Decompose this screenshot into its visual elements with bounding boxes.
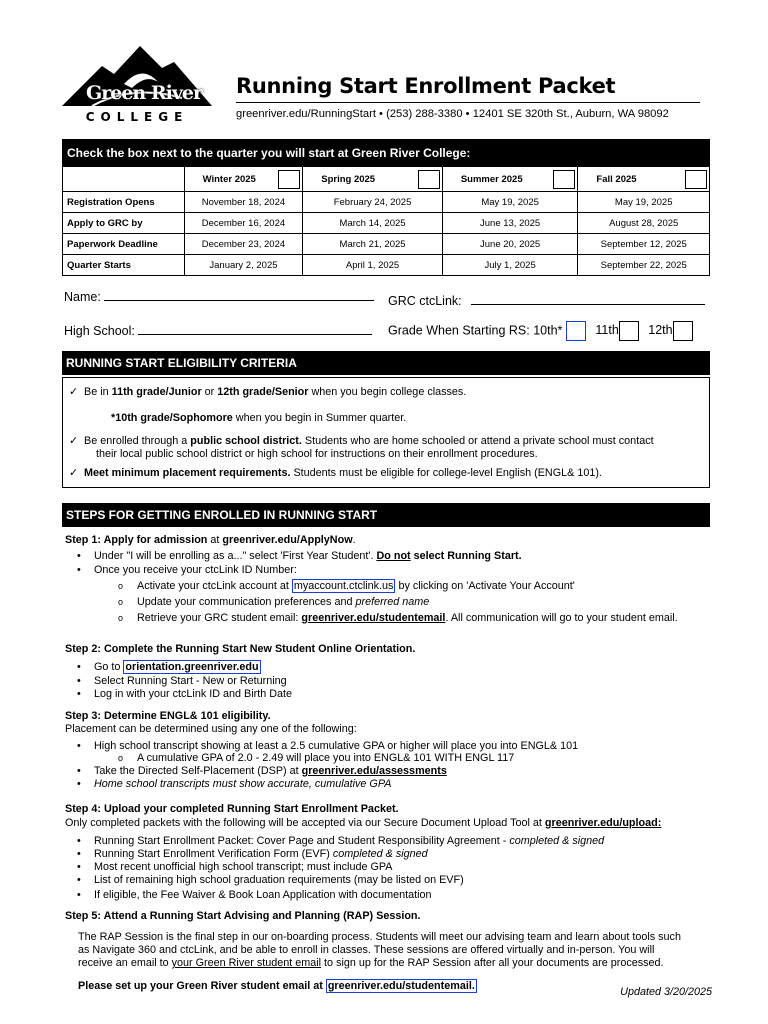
- ctclink-input-line[interactable]: [471, 293, 705, 305]
- col-label: Summer 2025: [460, 173, 523, 185]
- text-bold: Meet minimum placement requirements.: [84, 467, 291, 479]
- ctclink-link[interactable]: myaccount.ctclink.us: [293, 580, 394, 592]
- step5-paragraph-line: [78, 957, 664, 969]
- text: Update your communication preferences and: [137, 596, 356, 608]
- list-item: • If eligible, the Fee Waiver & Book Loan Application with documentation: [94, 889, 432, 901]
- step1-title: [65, 534, 356, 546]
- quarter-header-row: [63, 166, 709, 191]
- list-item: • Log in with your ctcLink ID and Birth Date: [94, 688, 292, 700]
- text-bold: Step 2: Complete the Running Start New Student Online Orientation.: [65, 643, 416, 655]
- col-summer: [442, 167, 578, 191]
- grade-field-row: [388, 321, 693, 341]
- table-cell: May 19, 2025: [442, 192, 578, 212]
- text-bold: select Running Start.: [410, 550, 522, 562]
- text-italic: Home school transcripts must show accurate, cumulative GPA: [94, 778, 392, 790]
- grade-11-label: 11th: [595, 323, 619, 338]
- name-field-row: [64, 289, 374, 304]
- list-item: [94, 550, 522, 562]
- check-icon: ✓: [69, 386, 79, 398]
- list-item: • List of remaining high school graduation requirements (may be listed on EVF): [94, 874, 464, 886]
- header-blank: [63, 167, 184, 191]
- text: Running Start Enrollment Packet: Cover Page and Student Responsibility Agreement -: [94, 835, 510, 847]
- col-spring: [302, 167, 442, 191]
- text: Activate your ctcLink account at: [137, 580, 292, 592]
- ctclink-label: GRC ctcLink:: [388, 294, 462, 308]
- text: or: [201, 386, 218, 398]
- row-label: Registration Opens: [67, 196, 155, 208]
- table-cell: September 22, 2025: [577, 255, 709, 275]
- eligibility-item-cont: their local public school district or high school for instructions on their enrollment procedures.: [96, 448, 538, 460]
- text-bold: Step 3: Determine ENGL& 101 eligibility.: [65, 710, 271, 722]
- table-cell: April 1, 2025: [302, 255, 442, 275]
- text-bold: Step 5: Attend a Running Start Advising and Planning (RAP) Session.: [65, 910, 421, 922]
- text: to sign up for the RAP Session after all your documents are processed.: [321, 957, 664, 969]
- quarter-table-heading: Check the box next to the quarter you will start at Green River College:: [63, 140, 709, 166]
- ctclink-field-row: [388, 293, 705, 308]
- text-italic: completed & signed: [509, 835, 605, 847]
- table-row: [63, 233, 709, 254]
- text-bold: Please set up your Green River student email at: [78, 980, 326, 992]
- eligibility-item: [69, 385, 466, 398]
- check-icon: ✓: [69, 467, 79, 479]
- text: receive an email to: [78, 957, 172, 969]
- steps-heading: STEPS FOR GETTING ENROLLED IN RUNNING START: [62, 503, 710, 527]
- text: .: [352, 534, 356, 546]
- assessments-link[interactable]: greenriver.edu/assessments: [301, 765, 447, 777]
- orientation-link[interactable]: orientation.greenriver.edu: [125, 661, 259, 673]
- eligibility-box: [62, 377, 710, 488]
- upload-link[interactable]: greenriver.edu/upload:: [544, 817, 662, 829]
- logo-text: Green River: [86, 82, 202, 104]
- table-cell: May 19, 2025: [577, 192, 709, 212]
- text: at: [207, 534, 223, 546]
- eligibility-item: [69, 434, 654, 447]
- text-italic: preferred name: [355, 596, 430, 608]
- step5-paragraph-line: as Navigate 360 and ctcLink, and be able to enroll in classes. These sessions are offered virtually and in-person. You will: [78, 944, 655, 956]
- text: Running Start Enrollment Verification Form (EVF): [94, 848, 333, 860]
- contact-line: greenriver.edu/RunningStart • (253) 288-3380 • 12401 SE 320th St., Auburn, WA 98092: [236, 108, 669, 120]
- text: Only completed packets with the following will be accepted via our Secure Document Upload Tool at: [65, 817, 545, 829]
- table-row: [63, 191, 709, 212]
- grade-12-label: 12th: [648, 323, 673, 338]
- list-item: [94, 848, 428, 860]
- apply-link[interactable]: greenriver.edu/ApplyNow: [222, 534, 353, 546]
- summer-checkbox[interactable]: [553, 170, 575, 189]
- studentemail-link[interactable]: greenriver.edu/studentemail: [301, 612, 446, 624]
- text-underline: your Green River student email: [171, 957, 322, 969]
- table-cell: July 1, 2025: [442, 255, 578, 275]
- list-item: [94, 661, 261, 673]
- updated-date: Updated 3/20/2025: [620, 986, 712, 998]
- step5-title: [65, 910, 421, 922]
- spring-checkbox[interactable]: [418, 170, 440, 189]
- text: Under "I will be enrolling as a..." select 'First Year Student'.: [94, 550, 377, 562]
- col-label: Winter 2025: [202, 173, 256, 185]
- list-subitem: [137, 596, 429, 608]
- col-fall: [577, 167, 709, 191]
- text-bold: Step 1: Apply for admission: [65, 534, 208, 546]
- list-item: [94, 765, 447, 777]
- grade-12-checkbox[interactable]: [673, 321, 693, 341]
- text-bold: 12th grade/Senior: [217, 386, 309, 398]
- row-label: Apply to GRC by: [67, 217, 143, 229]
- list-item: [94, 835, 604, 847]
- step4-intro: [65, 817, 661, 829]
- col-label: Spring 2025: [321, 173, 376, 185]
- page-title: Running Start Enrollment Packet: [236, 74, 616, 98]
- text-bold: Step 4: Upload your completed Running Start Enrollment Packet.: [65, 803, 399, 815]
- list-item: • Once you receive your ctcLink ID Number:: [94, 564, 297, 576]
- text-bold: Do not: [376, 550, 411, 562]
- step3-intro: Placement can be determined using any one of the following:: [65, 723, 357, 735]
- table-cell: December 16, 2024: [184, 213, 303, 233]
- winter-checkbox[interactable]: [278, 170, 300, 189]
- check-icon: ✓: [69, 435, 79, 447]
- row-label: Paperwork Deadline: [67, 238, 158, 250]
- school-label: High School:: [64, 324, 135, 338]
- row-label: Quarter Starts: [67, 259, 131, 271]
- table-cell: December 23, 2024: [184, 234, 303, 254]
- grade-label: Grade When Starting RS: 10th*: [388, 323, 563, 338]
- table-cell: November 18, 2024: [184, 192, 303, 212]
- text: Take the Directed Self-Placement (DSP) at: [94, 765, 302, 777]
- text: Students who are home schooled or attend a private school must contact: [301, 435, 654, 447]
- table-cell: February 24, 2025: [302, 192, 442, 212]
- name-input-line[interactable]: [104, 289, 374, 301]
- school-input-line[interactable]: [138, 323, 372, 335]
- table-cell: March 21, 2025: [302, 234, 442, 254]
- list-subitem: o A cumulative GPA of 2.0 - 2.49 will place you into ENGL& 101 WITH ENGL 117: [137, 752, 514, 764]
- quarter-table: [62, 139, 710, 276]
- grade-11-checkbox[interactable]: [619, 321, 639, 341]
- table-cell: September 12, 2025: [577, 234, 709, 254]
- text-bold: 11th grade/Junior: [111, 386, 202, 398]
- fall-checkbox[interactable]: [685, 170, 707, 189]
- table-cell: March 14, 2025: [302, 213, 442, 233]
- list-item: • Most recent unofficial high school transcript; must include GPA: [94, 861, 392, 873]
- col-winter: [184, 167, 303, 191]
- school-field-row: [64, 323, 372, 338]
- table-cell: June 13, 2025: [442, 213, 578, 233]
- text: Be in: [84, 386, 112, 398]
- text: . All communication will go to your student email.: [445, 612, 678, 624]
- text-bold: *10th grade/Sophomore: [111, 412, 233, 424]
- step5-paragraph-line: The RAP Session is the final step in our on-boarding process. Students will meet our advising team and learn about tools such: [78, 931, 681, 943]
- table-cell: August 28, 2025: [577, 213, 709, 233]
- table-row: [63, 212, 709, 233]
- list-item: • Select Running Start - New or Returning: [94, 675, 287, 687]
- text-italic: completed & signed: [332, 848, 428, 860]
- text: Go to: [94, 661, 124, 673]
- name-label: Name:: [64, 290, 101, 304]
- grade-10-checkbox[interactable]: [566, 321, 586, 341]
- text: when you begin in Summer quarter.: [232, 412, 407, 424]
- step4-title: [65, 803, 399, 815]
- text: when you begin college classes.: [308, 386, 467, 398]
- text-bold: public school district.: [190, 435, 302, 447]
- eligibility-item: [69, 466, 602, 479]
- table-row: [63, 254, 709, 275]
- list-subitem: [137, 580, 575, 592]
- list-item: • High school transcript showing at least a 2.5 cumulative GPA or higher will place you into ENGL& 101: [94, 740, 578, 752]
- text: Students must be eligible for college-level English (ENGL& 101).: [290, 467, 602, 479]
- text: Retrieve your GRC student email:: [137, 612, 302, 624]
- studentemail-setup-link[interactable]: greenriver.edu/studentemail.: [327, 980, 475, 992]
- table-cell: June 20, 2025: [442, 234, 578, 254]
- title-rule: [236, 102, 700, 103]
- eligibility-subitem: [111, 412, 406, 424]
- step2-title: [65, 643, 415, 655]
- text: Be enrolled through a: [84, 435, 191, 447]
- logo-college-text: COLLEGE: [85, 110, 189, 124]
- list-subitem: [137, 612, 678, 624]
- step3-title: [65, 710, 271, 722]
- table-cell: January 2, 2025: [184, 255, 303, 275]
- eligibility-heading: RUNNING START ELIGIBILITY CRITERIA: [62, 351, 710, 375]
- step5-final: [78, 980, 477, 992]
- text: by clicking on 'Activate Your Account': [395, 580, 575, 592]
- col-label: Fall 2025: [596, 173, 637, 185]
- list-item: [94, 778, 391, 790]
